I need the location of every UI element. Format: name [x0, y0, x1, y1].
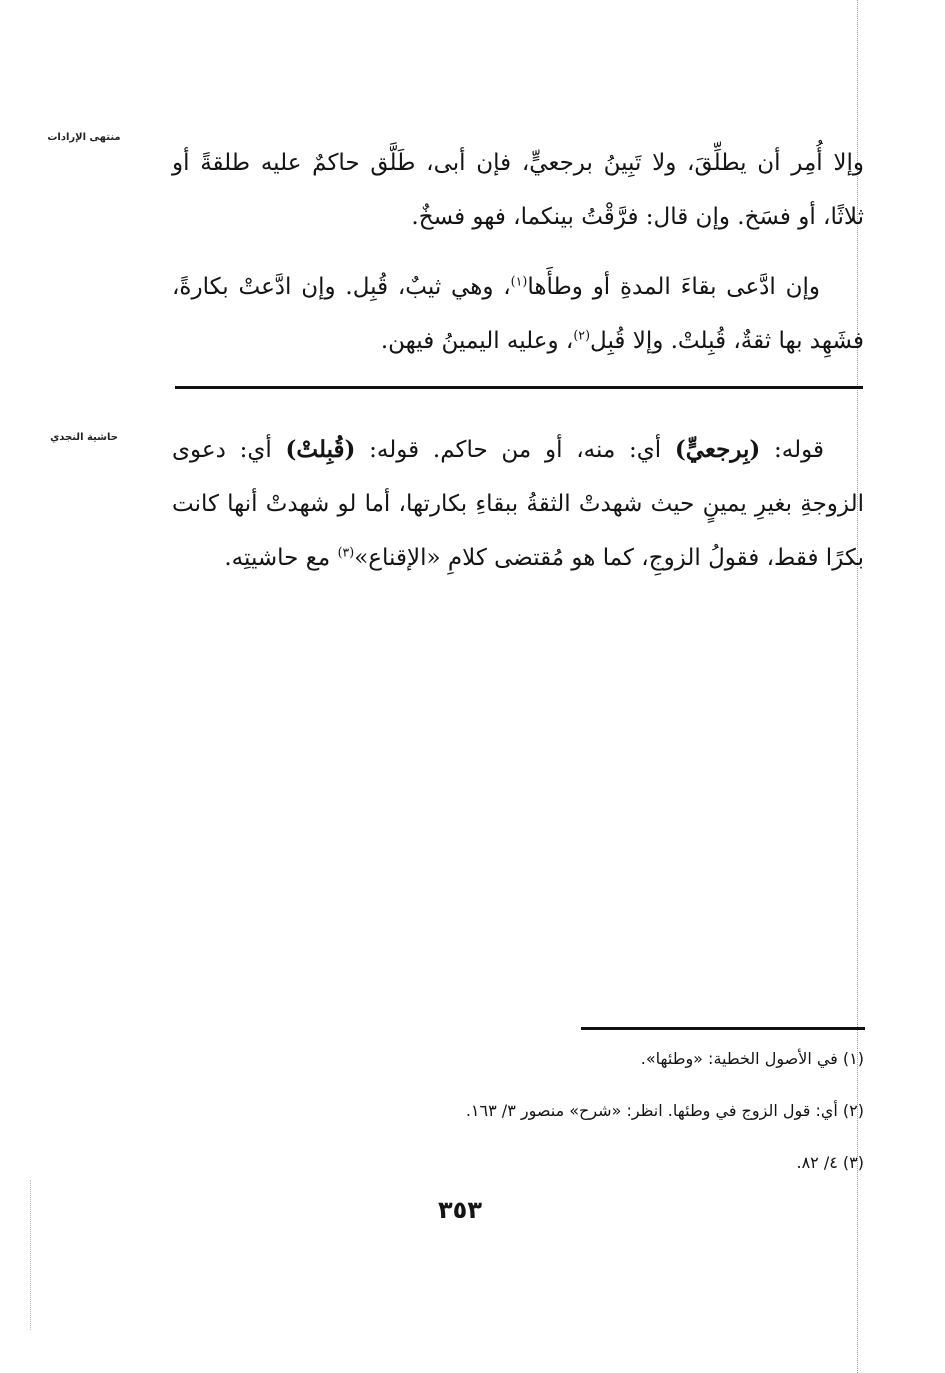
- commentary-part-4: مع حاشيتِه.: [224, 545, 338, 571]
- main-paragraph-2-part-3: ، وعليه اليمينُ فيهن.: [380, 328, 574, 354]
- footnote-1: (١) في الأصول الخطية: «وطئها».: [640, 1049, 864, 1068]
- commentary-part-1: قوله:: [760, 437, 824, 463]
- commentary-paragraph: [172, 423, 864, 585]
- footnote-ref-2: (٢): [573, 327, 591, 343]
- commentary-part-2: أي: منه، أو من حاكم. قوله:: [355, 437, 675, 463]
- page-number: ٣٥٣: [438, 1196, 482, 1224]
- footnotes: [300, 1044, 864, 1200]
- footnote-3: (٣) ٤/ ٨٢.: [796, 1153, 864, 1172]
- page-margin-dots-left: [30, 1180, 31, 1330]
- main-paragraph-2: [172, 260, 864, 368]
- commentary-keyword-1: (بِرجعيٍّ): [674, 436, 761, 463]
- section-divider: [175, 386, 863, 389]
- main-paragraph-2-part-2: ، وهي ثيبٌ، قُبِل. وإن ادَّعتْ بكارةً، فشَهِد بها ثقةٌ، قُبِلتْ. وإلا قُبِل: [172, 274, 864, 354]
- footnote-ref-3: (٣): [337, 544, 355, 560]
- footnote-divider: [581, 1027, 865, 1030]
- footnote-ref-1: (١): [510, 273, 528, 289]
- main-text-side-label: منتهى الإرادات: [47, 132, 121, 143]
- footnote-2: (٢) أي: قول الزوج في وطئها. انظر: «شرح» منصور ٣/ ١٦٣.: [465, 1101, 864, 1120]
- main-paragraph-2-part-1: وإن ادَّعى بقاءَ المدةِ أو وطأَها: [527, 274, 820, 300]
- commentary-keyword-2: (قُبِلتْ): [285, 436, 356, 463]
- commentary-side-label: حاشية النجدي: [50, 432, 118, 443]
- commentary-part-3: أي: دعوى الزوجةِ بغيرِ يمينٍ حيث شهدتْ الثقةُ ببقاءِ بكارتها، أما لو شهدتْ أنها كانت بكرًا فقط، فقولُ الزوجِ، كما هو مُقتضى كلامِ «الإقناع»: [172, 437, 864, 571]
- main-paragraph-1: وإلا أُمِر أن يطلِّقَ، ولا تَبِينُ برجعيٍّ، فإن أبى، طَلَّق حاكمٌ عليه طلقةً أو ثلاثًا، أو فسَخ. وإن قال: فرَّقْتُ بينكما، فهو فسخٌ.: [172, 150, 864, 230]
- commentary-text: [172, 423, 864, 585]
- main-text: [172, 136, 864, 368]
